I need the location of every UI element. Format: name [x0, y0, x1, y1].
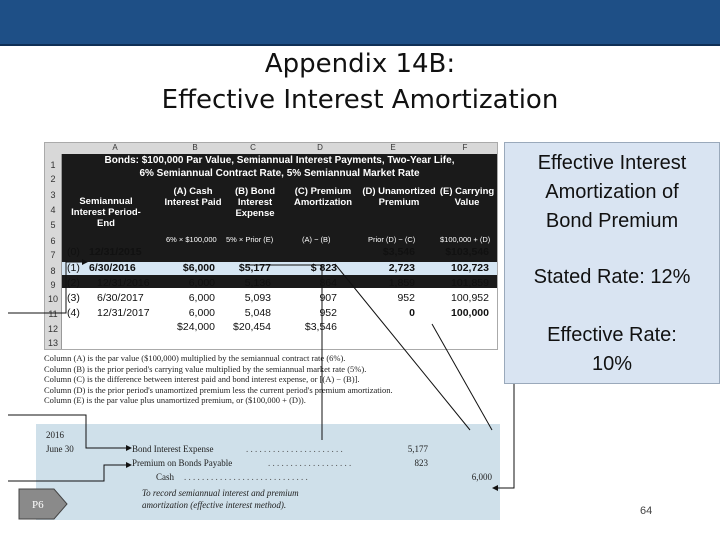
connector-line — [335, 264, 470, 430]
page-number: 64 — [640, 505, 653, 517]
row-number: 13 — [47, 338, 58, 348]
arrowhead — [126, 462, 132, 468]
row-index: (2) — [67, 277, 80, 289]
row-carrying: 101,859 — [451, 277, 489, 289]
col-letter-c: C — [250, 143, 256, 152]
row-number: 4 — [50, 205, 56, 215]
row-number: 3 — [50, 190, 56, 200]
formula-e: $100,000 + (D) — [440, 235, 491, 244]
stated-rate: Stated Rate: 12% — [533, 266, 691, 288]
table-header-line-2: 6% Semiannual Contract Rate, 5% Semiannual Market Rate — [139, 168, 420, 179]
connector-line — [8, 262, 82, 313]
journal-year: 2016 — [46, 430, 64, 440]
row-expense: 5,048 — [244, 307, 271, 319]
row-number: 1 — [50, 160, 56, 170]
row-expense: 5,093 — [244, 292, 271, 304]
note-line: Column (D) is the prior period's unamortized premium less the current period's premium amortization. — [44, 384, 393, 395]
formula-a: 6% × $100,000 — [166, 235, 217, 244]
row-unamortized: 2,723 — [388, 262, 415, 274]
row-date: 12/31/2015 — [89, 246, 142, 258]
title-line-2: Effective Interest Amortization — [161, 85, 559, 115]
row-cash: 6,000 — [188, 307, 215, 319]
row-number: 8 — [50, 266, 56, 276]
row-unamortized: 952 — [397, 292, 415, 304]
row-number: 11 — [48, 309, 58, 319]
row-date: 6/30/2016 — [89, 262, 136, 274]
title-line-1: Appendix 14B: — [264, 49, 456, 79]
row-number: 6 — [50, 236, 56, 246]
connector-line — [498, 380, 514, 488]
journal-credit-amount: 6,000 — [471, 472, 492, 482]
connector-line — [8, 465, 126, 481]
total-amortization: $3,546 — [304, 321, 337, 333]
row-amortization: 952 — [319, 307, 337, 319]
row-cash: 6,000 — [188, 292, 215, 304]
col-letter-e: E — [390, 143, 396, 152]
journal-debit-amount-2: 823 — [414, 458, 428, 468]
note-line: Column (C) is the difference between interest paid and bond interest expense, or [(A) − (B)]. — [44, 374, 360, 384]
callout-box — [504, 142, 720, 384]
journal-debit-amount: 5,177 — [407, 444, 428, 454]
col-title-period: Semiannual Interest Period-End — [71, 196, 141, 229]
note-line: Column (E) is the par value plus unamortized premium, or ($100,000 + (D)). — [44, 395, 306, 405]
formula-c: (A) − (B) — [302, 235, 331, 244]
row-cash: 6,000 — [188, 277, 215, 289]
journal-date: June 30 — [46, 444, 74, 454]
arrowhead — [492, 485, 498, 491]
note-line: Column (B) is the prior period's carrying value multiplied by the semiannual market rate (5%). — [44, 363, 367, 374]
row-number: 12 — [47, 324, 58, 334]
leader-dots: . . . . . . . . . . . . . . . . . . . . . . . . . . . . — [184, 472, 308, 482]
row-index: (3) — [67, 292, 80, 304]
connector-line — [432, 324, 492, 430]
row-amortization: $ 823 — [310, 262, 337, 274]
col-title-premium-amort: (C) Premium Amortization — [293, 186, 353, 208]
leader-dots: . . . . . . . . . . . . . . . . . . . — [268, 458, 352, 468]
col-title-carrying: (E) Carrying Value — [439, 186, 495, 208]
total-cash: $24,000 — [177, 321, 215, 333]
callout-line-3: Bond Premium — [545, 210, 679, 232]
arrowhead — [126, 445, 132, 451]
col-title-expense: (B) Bond Interest Expense — [234, 186, 276, 219]
row-index: (1) — [67, 262, 80, 274]
row-number: 7 — [50, 250, 56, 260]
row-number: 5 — [50, 220, 56, 230]
note-line: Column (A) is the par value ($100,000) multiplied by the semiannual contract rate (6%). — [44, 353, 346, 363]
journal-memo-2: amortization (effective interest method). — [142, 500, 287, 510]
row-carrying: $103,546 — [445, 246, 489, 258]
effective-rate-label: Effective Rate: — [547, 324, 677, 346]
leader-dots: . . . . . . . . . . . . . . . . . . . . . . — [246, 444, 343, 454]
row-carrying: 100,952 — [451, 292, 489, 304]
row-unamortized: $3,546 — [382, 246, 415, 258]
row-carrying: 100,000 — [451, 307, 489, 319]
formula-d: Prior (D) − (C) — [368, 235, 416, 244]
row-number: 2 — [50, 174, 56, 184]
row-amortization: 864 — [319, 277, 337, 289]
col-title-unamortized: (D) Unamortized Premium — [362, 186, 436, 208]
row-index: (4) — [67, 307, 80, 319]
row-cash: $6,000 — [182, 262, 215, 274]
p6-button[interactable] — [18, 488, 68, 520]
p6-button-label: P6 — [32, 499, 44, 511]
row-unamortized: 0 — [409, 307, 415, 319]
col-letter-b: B — [192, 143, 198, 152]
total-expense: $20,454 — [233, 321, 271, 333]
col-letter-f: F — [462, 143, 468, 152]
row-expense: $5,177 — [238, 262, 271, 274]
arrowhead — [82, 259, 88, 265]
journal-memo-1: To record semiannual interest and premium — [142, 488, 299, 498]
row-number: 10 — [47, 294, 58, 304]
journal-debit-account: Bond Interest Expense — [132, 444, 214, 454]
col-letter-d: D — [317, 143, 323, 152]
row-expense: 5,136 — [244, 277, 271, 289]
row-date: 12/31/2017 — [97, 307, 150, 319]
col-title-cash: (A) Cash Interest Paid — [164, 186, 222, 208]
col-letter-a: A — [112, 143, 118, 152]
table-header-line-1: Bonds: $100,000 Par Value, Semiannual Interest Payments, Two-Year Life, — [104, 155, 455, 166]
callout-line-2: Amortization of — [545, 181, 679, 203]
connector-line — [246, 265, 322, 440]
connector-line — [8, 415, 126, 448]
row-date: 12/31/2016 — [97, 277, 150, 289]
row-index: (0) — [67, 246, 80, 258]
row-number: 9 — [50, 280, 56, 290]
journal-credit-account: Cash — [156, 472, 174, 482]
callout-line-1: Effective Interest — [537, 152, 687, 174]
effective-rate-value: 10% — [591, 353, 633, 375]
row-unamortized: 1,859 — [388, 277, 415, 289]
row-date: 6/30/2017 — [97, 292, 144, 304]
row-carrying: 102,723 — [451, 262, 489, 274]
row-amortization: 907 — [319, 292, 337, 304]
journal-debit-account-2: Premium on Bonds Payable — [132, 458, 233, 468]
formula-b: 5% × Prior (E) — [226, 235, 274, 244]
